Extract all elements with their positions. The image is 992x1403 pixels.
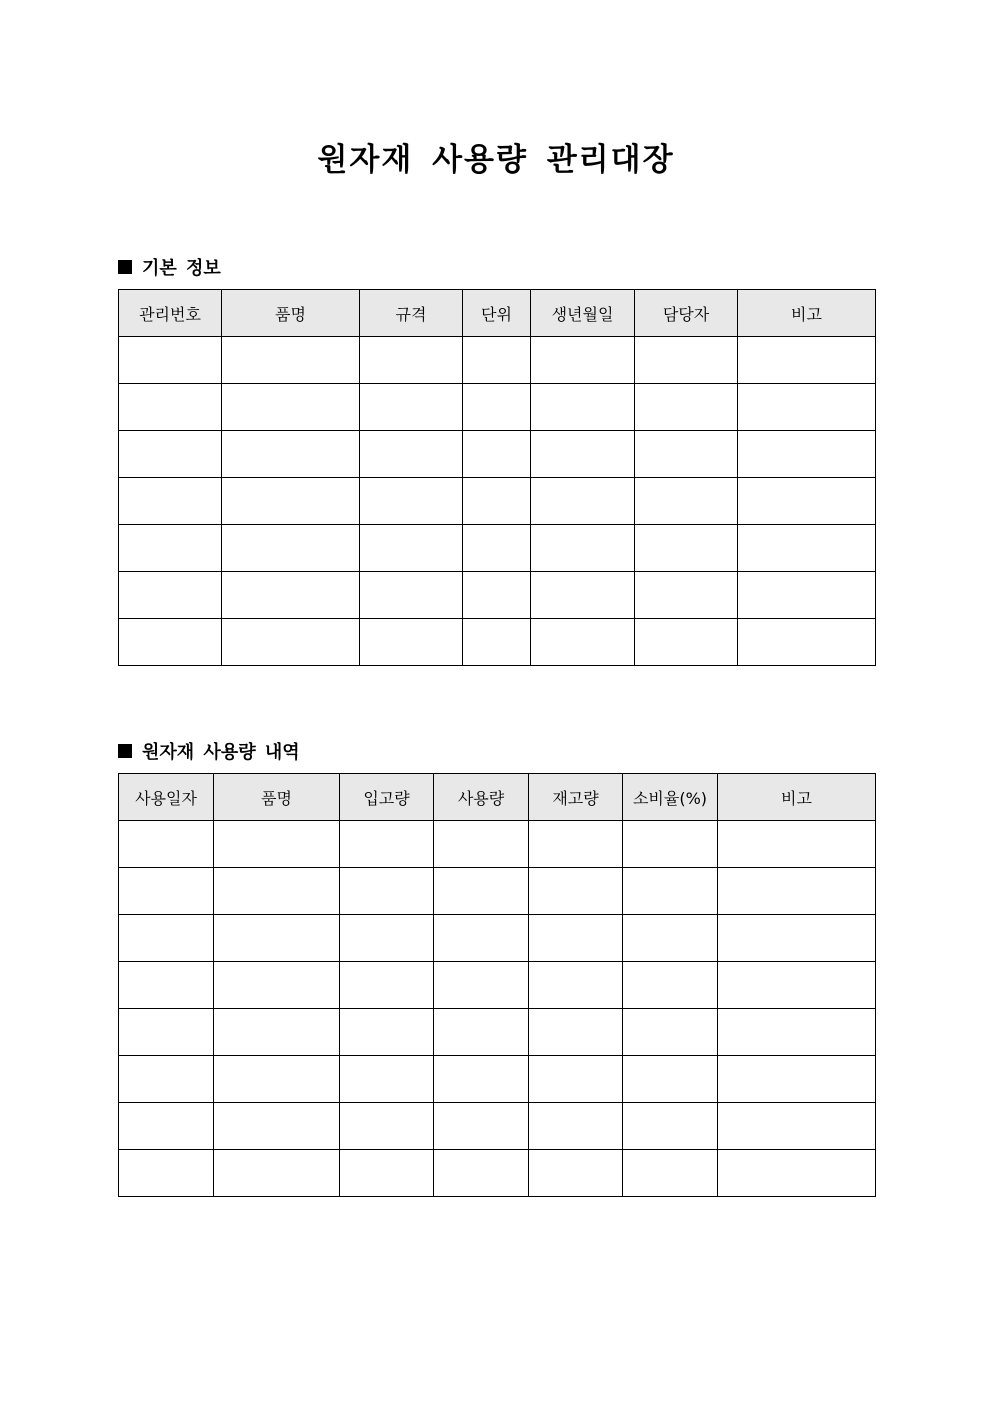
table-cell[interactable] bbox=[340, 1056, 434, 1103]
table-cell[interactable] bbox=[529, 868, 623, 915]
table-cell[interactable] bbox=[360, 572, 463, 619]
table-cell[interactable] bbox=[635, 478, 738, 525]
table-row bbox=[119, 868, 876, 915]
table-cell[interactable] bbox=[463, 384, 531, 431]
table-cell[interactable] bbox=[529, 915, 623, 962]
table-cell[interactable] bbox=[738, 337, 876, 384]
table-cell[interactable] bbox=[434, 1056, 529, 1103]
table-cell[interactable] bbox=[434, 962, 529, 1009]
table-cell[interactable] bbox=[623, 821, 718, 868]
table-cell[interactable] bbox=[635, 431, 738, 478]
table-cell[interactable] bbox=[119, 1103, 214, 1150]
table-row bbox=[119, 1150, 876, 1197]
table-cell[interactable] bbox=[214, 868, 340, 915]
table-cell[interactable] bbox=[434, 1009, 529, 1056]
table-cell[interactable] bbox=[623, 962, 718, 1009]
table-cell[interactable] bbox=[360, 384, 463, 431]
table-cell[interactable] bbox=[718, 821, 876, 868]
table-cell[interactable] bbox=[529, 1150, 623, 1197]
table-row bbox=[119, 431, 876, 478]
table-cell[interactable] bbox=[119, 525, 222, 572]
column-header: 재고량 bbox=[529, 774, 623, 821]
table-cell[interactable] bbox=[340, 915, 434, 962]
table-cell[interactable] bbox=[222, 619, 360, 666]
column-header: 관리번호 bbox=[119, 290, 222, 337]
table-cell[interactable] bbox=[738, 525, 876, 572]
table-cell[interactable] bbox=[529, 1103, 623, 1150]
table-cell[interactable] bbox=[360, 431, 463, 478]
table-cell[interactable] bbox=[623, 868, 718, 915]
table-cell[interactable] bbox=[718, 915, 876, 962]
table-cell[interactable] bbox=[360, 337, 463, 384]
table-cell[interactable] bbox=[340, 868, 434, 915]
table-row bbox=[119, 1009, 876, 1056]
table-cell[interactable] bbox=[119, 868, 214, 915]
basic-info-body bbox=[119, 337, 876, 666]
table-cell[interactable] bbox=[360, 478, 463, 525]
table-cell[interactable] bbox=[360, 619, 463, 666]
table-cell[interactable] bbox=[222, 478, 360, 525]
column-header: 담당자 bbox=[635, 290, 738, 337]
column-header: 품명 bbox=[222, 290, 360, 337]
table-row bbox=[119, 525, 876, 572]
table-cell[interactable] bbox=[463, 525, 531, 572]
column-header: 품명 bbox=[214, 774, 340, 821]
table-cell[interactable] bbox=[340, 821, 434, 868]
page-title: 원자재 사용량 관리대장 bbox=[317, 142, 675, 178]
table-cell[interactable] bbox=[529, 821, 623, 868]
table-cell[interactable] bbox=[340, 1150, 434, 1197]
table-cell[interactable] bbox=[434, 868, 529, 915]
table-cell[interactable] bbox=[360, 525, 463, 572]
table-cell[interactable] bbox=[738, 431, 876, 478]
table-cell[interactable] bbox=[463, 572, 531, 619]
table-cell[interactable] bbox=[214, 1150, 340, 1197]
table-cell[interactable] bbox=[119, 478, 222, 525]
table-row bbox=[119, 337, 876, 384]
table-cell[interactable] bbox=[623, 1103, 718, 1150]
table-cell[interactable] bbox=[222, 431, 360, 478]
table-cell[interactable] bbox=[531, 525, 635, 572]
table-row bbox=[119, 1056, 876, 1103]
table-cell[interactable] bbox=[635, 337, 738, 384]
table-cell[interactable] bbox=[738, 478, 876, 525]
table-cell[interactable] bbox=[463, 431, 531, 478]
table-cell[interactable] bbox=[340, 962, 434, 1009]
table-cell[interactable] bbox=[214, 1056, 340, 1103]
table-header-row bbox=[119, 774, 876, 821]
table-row bbox=[119, 619, 876, 666]
table-cell[interactable] bbox=[119, 431, 222, 478]
table-cell[interactable] bbox=[214, 915, 340, 962]
table-cell[interactable] bbox=[531, 384, 635, 431]
column-header: 규격 bbox=[360, 290, 463, 337]
square-bullet-icon bbox=[118, 260, 132, 274]
table-cell[interactable] bbox=[718, 962, 876, 1009]
table-cell[interactable] bbox=[434, 915, 529, 962]
table-cell[interactable] bbox=[119, 619, 222, 666]
column-header: 소비율(%) bbox=[623, 774, 718, 821]
table-row bbox=[119, 915, 876, 962]
table-cell[interactable] bbox=[119, 1009, 214, 1056]
table-cell[interactable] bbox=[529, 962, 623, 1009]
table-cell[interactable] bbox=[635, 572, 738, 619]
table-cell[interactable] bbox=[119, 1056, 214, 1103]
table-cell[interactable] bbox=[214, 821, 340, 868]
table-cell[interactable] bbox=[214, 962, 340, 1009]
table-cell[interactable] bbox=[623, 1056, 718, 1103]
table-cell[interactable] bbox=[222, 525, 360, 572]
usage-history-heading-label: 원자재 사용량 내역 bbox=[142, 742, 300, 763]
table-cell[interactable] bbox=[222, 572, 360, 619]
table-cell[interactable] bbox=[635, 619, 738, 666]
table-header-row bbox=[119, 290, 876, 337]
column-header: 사용량 bbox=[434, 774, 529, 821]
table-cell[interactable] bbox=[531, 431, 635, 478]
table-row bbox=[119, 821, 876, 868]
column-header: 입고량 bbox=[340, 774, 434, 821]
table-cell[interactable] bbox=[623, 915, 718, 962]
table-cell[interactable] bbox=[214, 1009, 340, 1056]
table-cell[interactable] bbox=[119, 1150, 214, 1197]
table-cell[interactable] bbox=[738, 619, 876, 666]
table-row bbox=[119, 478, 876, 525]
table-cell[interactable] bbox=[340, 1009, 434, 1056]
table-cell[interactable] bbox=[434, 1150, 529, 1197]
table-cell[interactable] bbox=[718, 1103, 876, 1150]
table-cell[interactable] bbox=[718, 868, 876, 915]
table-cell[interactable] bbox=[119, 915, 214, 962]
table-cell[interactable] bbox=[738, 384, 876, 431]
basic-info-table bbox=[118, 289, 876, 666]
table-cell[interactable] bbox=[531, 478, 635, 525]
table-cell[interactable] bbox=[718, 1056, 876, 1103]
table-cell[interactable] bbox=[529, 1009, 623, 1056]
table-cell[interactable] bbox=[434, 821, 529, 868]
column-header: 단위 bbox=[463, 290, 531, 337]
table-cell[interactable] bbox=[214, 1103, 340, 1150]
table-cell[interactable] bbox=[119, 821, 214, 868]
basic-info-heading bbox=[118, 254, 221, 280]
table-cell[interactable] bbox=[531, 337, 635, 384]
table-cell[interactable] bbox=[718, 1150, 876, 1197]
table-cell[interactable] bbox=[463, 478, 531, 525]
table-cell[interactable] bbox=[529, 1056, 623, 1103]
table-cell[interactable] bbox=[119, 384, 222, 431]
table-cell[interactable] bbox=[119, 572, 222, 619]
table-row bbox=[119, 1103, 876, 1150]
table-cell[interactable] bbox=[635, 384, 738, 431]
table-cell[interactable] bbox=[434, 1103, 529, 1150]
column-header: 비고 bbox=[738, 290, 876, 337]
table-cell[interactable] bbox=[119, 962, 214, 1009]
table-row bbox=[119, 384, 876, 431]
usage-history-table bbox=[118, 773, 876, 1197]
table-cell[interactable] bbox=[738, 572, 876, 619]
table-cell[interactable] bbox=[623, 1150, 718, 1197]
table-row bbox=[119, 962, 876, 1009]
basic-info-heading-label: 기본 정보 bbox=[142, 258, 221, 279]
table-cell[interactable] bbox=[340, 1103, 434, 1150]
usage-history-body bbox=[119, 821, 876, 1197]
column-header: 생년월일 bbox=[531, 290, 635, 337]
column-header: 비고 bbox=[718, 774, 876, 821]
table-cell[interactable] bbox=[718, 1009, 876, 1056]
table-cell[interactable] bbox=[531, 619, 635, 666]
table-cell[interactable] bbox=[463, 619, 531, 666]
column-header: 사용일자 bbox=[119, 774, 214, 821]
table-cell[interactable] bbox=[635, 525, 738, 572]
table-cell[interactable] bbox=[623, 1009, 718, 1056]
table-cell[interactable] bbox=[222, 337, 360, 384]
table-cell[interactable] bbox=[222, 384, 360, 431]
table-cell[interactable] bbox=[463, 337, 531, 384]
table-cell[interactable] bbox=[119, 337, 222, 384]
table-row bbox=[119, 572, 876, 619]
usage-history-heading bbox=[118, 738, 300, 764]
table-cell[interactable] bbox=[531, 572, 635, 619]
square-bullet-icon bbox=[118, 744, 132, 758]
